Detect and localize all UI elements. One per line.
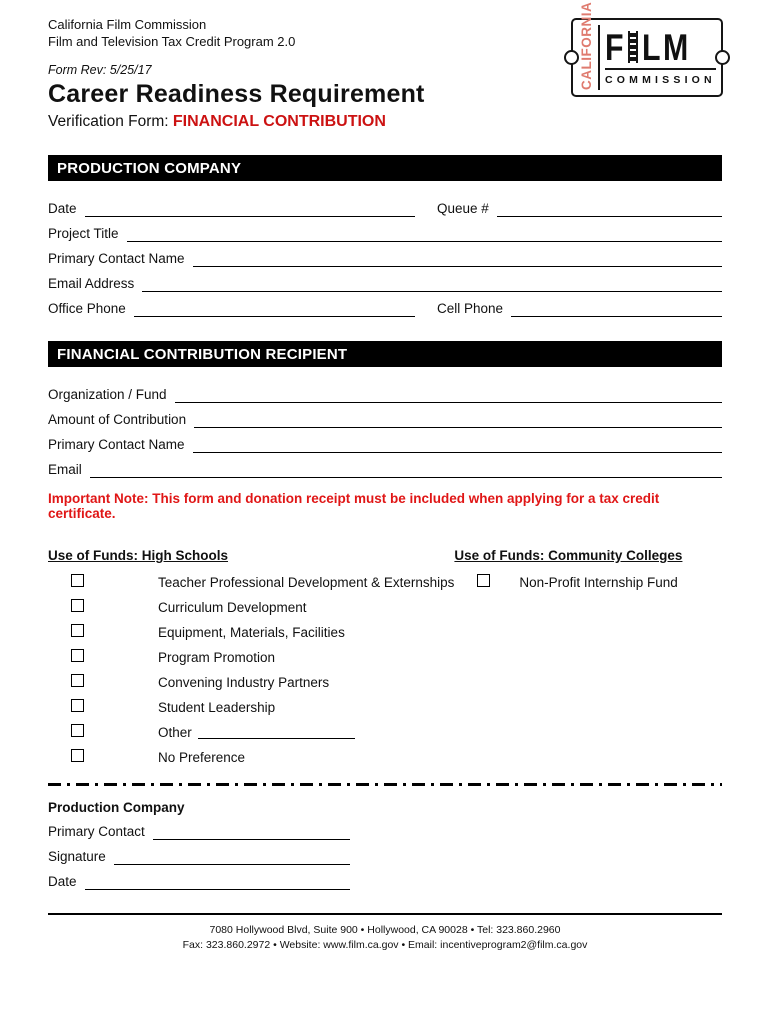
section-header-recipient: FINANCIAL CONTRIBUTION RECIPIENT [48, 341, 722, 367]
logo-commission-text: COMMISSION [605, 73, 716, 86]
cell-phone-field[interactable] [511, 301, 722, 317]
org-name: California Film Commission [48, 17, 207, 32]
row-date-queue [48, 197, 722, 217]
checkbox-other[interactable] [71, 724, 84, 737]
subtitle-prefix: Verification Form: [48, 113, 173, 130]
row-recipient-email [48, 458, 722, 478]
sig-primary-contact-field[interactable] [153, 824, 350, 840]
primary-contact-name-label: Primary Contact Name [48, 251, 185, 266]
option-curriculum-development [48, 600, 454, 614]
logo-letter-l: L [641, 26, 660, 68]
recipient-email-field[interactable] [90, 462, 722, 478]
primary-contact-name-field[interactable] [193, 251, 722, 267]
row-email-address [48, 272, 722, 292]
row-phones [48, 297, 722, 317]
use-of-funds-high-schools [48, 547, 454, 764]
option-equipment-materials-facilities [48, 625, 454, 639]
checkbox-non-profit-internship-fund[interactable] [477, 574, 490, 587]
checkbox-teacher-professional-development[interactable] [71, 574, 84, 587]
row-project-title [48, 222, 722, 242]
logo-letter-m: M [663, 26, 688, 68]
project-title-field[interactable] [127, 226, 722, 242]
checkbox-program-promotion[interactable] [71, 649, 84, 662]
row-sig-signature [48, 846, 350, 865]
high-schools-heading: Use of Funds: High Schools [48, 548, 229, 563]
row-sig-primary-contact [48, 821, 350, 840]
community-colleges-heading: Use of Funds: Community Colleges [454, 548, 683, 563]
sig-signature-label: Signature [48, 849, 106, 864]
email-address-label: Email Address [48, 276, 135, 291]
option-convening-industry-partners [48, 675, 454, 689]
signature-block-heading: Production Company [48, 800, 185, 815]
recipient-email-label: Email [48, 462, 82, 477]
office-phone-field[interactable] [134, 301, 415, 317]
recipient-primary-contact-field[interactable] [193, 437, 722, 453]
checkbox-no-preference[interactable] [71, 749, 84, 762]
section-header-production-company: PRODUCTION COMPANY [48, 155, 722, 181]
option-label: Curriculum Development [158, 599, 307, 615]
option-label: Student Leadership [158, 699, 276, 715]
option-label: Program Promotion [158, 649, 276, 665]
use-of-funds-community-colleges [454, 547, 722, 764]
option-label: Convening Industry Partners [158, 674, 330, 690]
use-of-funds [48, 547, 722, 764]
option-program-promotion [48, 650, 454, 664]
option-non-profit-internship-fund [454, 575, 722, 589]
sig-date-field[interactable] [85, 874, 350, 890]
checkbox-student-leadership[interactable] [71, 699, 84, 712]
footer-rule [48, 913, 722, 915]
queue-number-label: Queue # [437, 201, 489, 216]
sig-primary-contact-label: Primary Contact [48, 824, 145, 839]
ticket-notch-right [715, 50, 730, 65]
option-label: Teacher Professional Development & Externships [158, 574, 455, 590]
option-label: Other [158, 724, 192, 740]
sig-signature-field[interactable] [114, 849, 350, 865]
footer-address-line: 7080 Hollywood Blvd, Suite 900 • Hollywood, CA 90028 • Tel: 323.860.2960 [209, 924, 561, 936]
date-field[interactable] [85, 201, 415, 217]
cell-phone-label: Cell Phone [437, 301, 504, 316]
date-label: Date [48, 201, 77, 216]
organization-fund-label: Organization / Fund [48, 387, 167, 402]
project-title-label: Project Title [48, 226, 119, 241]
ticket-notch-left [564, 50, 579, 65]
queue-number-field[interactable] [497, 201, 722, 217]
logo-california-text: CALIFORNIA [579, 1, 594, 90]
email-address-field[interactable] [142, 276, 722, 292]
program-name: Film and Television Tax Credit Program 2.0 [48, 34, 296, 49]
california-film-commission-logo [571, 1, 723, 97]
important-note: Important Note: This form and donation receipt must be included when applying for a tax credit certificate. [48, 491, 660, 521]
logo-main [598, 25, 716, 90]
organization-fund-field[interactable] [175, 387, 722, 403]
option-label: No Preference [158, 749, 246, 765]
dash-dot-divider [48, 783, 722, 786]
subtitle-highlight: FINANCIAL CONTRIBUTION [172, 113, 386, 130]
row-organization-fund [48, 383, 722, 403]
row-recipient-primary-contact [48, 433, 722, 453]
option-no-preference [48, 750, 454, 764]
film-strip-icon [628, 31, 638, 63]
footer-contact-line: Fax: 323.860.2972 • Website: www.film.ca.gov • Email: incentiveprogram2@film.ca.gov [182, 938, 588, 951]
form-revision: Form Rev: 5/25/17 [48, 63, 152, 77]
other-write-in-field[interactable] [198, 726, 355, 739]
page-title: Career Readiness Requirement [48, 80, 425, 108]
option-label: Equipment, Materials, Facilities [158, 624, 345, 640]
amount-of-contribution-label: Amount of Contribution [48, 412, 187, 427]
option-label: Non-Profit Internship Fund [519, 574, 678, 590]
recipient-primary-contact-label: Primary Contact Name [48, 437, 185, 452]
amount-of-contribution-field[interactable] [194, 412, 722, 428]
row-primary-contact-name [48, 247, 722, 267]
checkbox-convening-industry-partners[interactable] [71, 674, 84, 687]
office-phone-label: Office Phone [48, 301, 126, 316]
option-student-leadership [48, 700, 454, 714]
logo-letter-f: F [605, 26, 623, 68]
row-amount-of-contribution [48, 408, 722, 428]
footer [48, 923, 722, 952]
sig-date-label: Date [48, 874, 77, 889]
option-other [48, 725, 454, 739]
checkbox-equipment-materials-facilities[interactable] [71, 624, 84, 637]
logo-film-word [605, 26, 716, 70]
page-subtitle [48, 113, 722, 131]
row-sig-date [48, 871, 350, 890]
option-teacher-professional-development [48, 575, 454, 589]
checkbox-curriculum-development[interactable] [71, 599, 84, 612]
